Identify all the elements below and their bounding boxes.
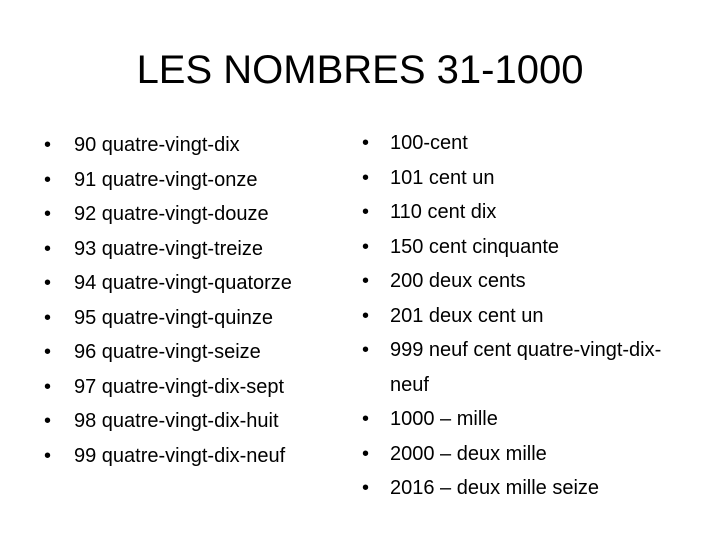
bullet-icon: • <box>44 375 52 398</box>
list-item <box>44 335 344 370</box>
list-item <box>44 197 344 232</box>
list-item <box>44 370 344 405</box>
list-item-text: 101 cent un <box>390 166 495 189</box>
bullet-icon: • <box>44 168 52 191</box>
list-item-text: 98 quatre-vingt-dix-huit <box>74 410 279 432</box>
list-item-text: 91 quatre-vingt-onze <box>74 168 258 191</box>
bullet-icon: • <box>44 237 52 260</box>
list-item-text: 2016 – deux mille seize <box>390 477 600 499</box>
list-item <box>362 299 684 334</box>
list-item <box>44 439 344 474</box>
bullet-icon: • <box>44 134 52 156</box>
bullet-icon: • <box>44 341 52 363</box>
bullet-icon: • <box>44 306 52 329</box>
bullet-icon: • <box>362 442 370 465</box>
list-item-text: 97 quatre-vingt-dix-sept <box>74 375 285 398</box>
list-item <box>362 230 684 265</box>
list-item <box>362 161 684 196</box>
left-bullet-list <box>44 128 344 473</box>
list-item <box>44 163 344 198</box>
bullet-icon: • <box>362 235 370 258</box>
right-bullet-list <box>362 126 684 506</box>
bullet-icon: • <box>44 272 52 294</box>
list-item <box>362 471 684 506</box>
list-item-text: 110 cent dix <box>390 201 497 223</box>
list-item <box>362 402 684 437</box>
list-item-text: 94 quatre-vingt-quatorze <box>74 272 292 294</box>
list-item-text: 1000 – mille <box>390 408 498 430</box>
list-item-text: 200 deux cents <box>390 270 526 292</box>
bullet-icon: • <box>362 408 370 430</box>
bullet-icon: • <box>362 339 370 361</box>
list-item-text: 150 cent cinquante <box>390 235 560 258</box>
bullet-icon: • <box>44 410 52 432</box>
list-item <box>44 128 344 163</box>
list-item-text: 999 neuf cent quatre-vingt-dix-neuf <box>390 339 662 396</box>
list-item <box>362 195 684 230</box>
list-item-text: 93 quatre-vingt-treize <box>74 237 263 260</box>
list-item-text: 92 quatre-vingt-douze <box>74 203 269 225</box>
list-item <box>362 333 690 402</box>
list-item <box>362 264 684 299</box>
list-item <box>362 437 684 472</box>
list-item <box>44 232 344 267</box>
bullet-icon: • <box>362 132 370 154</box>
list-item-text: 201 deux cent un <box>390 304 544 327</box>
list-item <box>44 404 344 439</box>
slide-title: LES NOMBRES 31-1000 <box>136 48 584 92</box>
bullet-icon: • <box>362 201 370 223</box>
bullet-icon: • <box>44 203 52 225</box>
bullet-icon: • <box>362 270 370 292</box>
bullet-icon: • <box>362 477 370 499</box>
bullet-icon: • <box>362 304 370 327</box>
list-item-text: 2000 – deux mille <box>390 442 547 465</box>
list-item <box>44 266 344 301</box>
list-item <box>44 301 344 336</box>
bullet-icon: • <box>44 444 52 467</box>
bullet-icon: • <box>362 166 370 189</box>
list-item-text: 95 quatre-vingt-quinze <box>74 306 274 329</box>
list-item-text: 99 quatre-vingt-dix-neuf <box>74 444 286 467</box>
list-item-text: 96 quatre-vingt-seize <box>74 341 261 363</box>
list-item-text: 100-cent <box>390 132 468 154</box>
list-item <box>362 126 684 161</box>
list-item-text: 90 quatre-vingt-dix <box>74 134 240 156</box>
